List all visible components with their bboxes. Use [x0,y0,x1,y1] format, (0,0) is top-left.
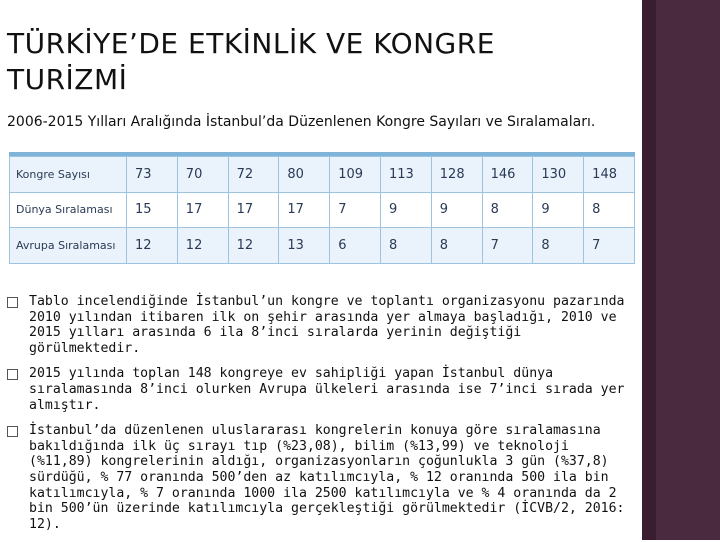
bullet-text: 2015 yılında toplan 148 kongreye ev sahipliği yapan İstanbul dünya sıralamasında 8’inci olurken Avrupa ülkeleri arasında ise 7’inci sırada yer almıştır. [29,366,625,413]
table-cell: 8 [380,228,431,264]
table-cell: 9 [380,192,431,228]
table-cell: 8 [584,192,635,228]
congress-table [9,152,635,264]
slide-title: TÜRKİYE’DE ETKİNLİK VE KONGRE TURİZMİ [7,27,495,96]
table-cell: 72 [228,157,279,193]
table-cell: 17 [177,192,228,228]
list-item [7,294,637,356]
table-cell: 109 [330,157,381,193]
checkbox-bullet-icon [7,426,18,437]
table-cell: 13 [279,228,330,264]
table-cell: 148 [584,157,635,193]
row-label: Dünya Sıralaması [10,192,127,228]
checkbox-bullet-icon [7,369,18,380]
table-cell: 6 [330,228,381,264]
table-cell: 113 [380,157,431,193]
table-cell: 7 [584,228,635,264]
table-caption: 2006-2015 Yılları Aralığında İstanbul’da Düzenlenen Kongre Sayıları ve Sıralamaları. [7,114,596,130]
row-label: Avrupa Sıralaması [10,228,127,264]
list-item [7,423,637,532]
list-item [7,366,637,413]
table-row [10,228,635,264]
table-cell: 128 [431,157,482,193]
data-table [9,156,635,264]
table-cell: 12 [228,228,279,264]
bullet-text: İstanbul’da düzenlenen uluslararası kongrelerin konuya göre sıralamasına bakıldığında ilk üç sırayı tıp (%23,08), bilim (%13,99) ve teknoloji (%11,89) kongrelerinin aldığı, organizasyonların çoğunlukla 3 gün (%37,8) sürdüğü, % 77 oranında 500’den az katılımcıyla, % 12 oranında 500 ila bin katılımcıyla, % 7 oranında 1000 ila 2500 katılımcıyla ve % 4 oranında da 2 bin 500’ün üzerinde katılımcıyla gerçekleştiği görülmektedir (İCVB/2, 2016: 12). [29,423,625,532]
table-cell: 8 [482,192,533,228]
table-cell: 73 [127,157,178,193]
table-cell: 15 [127,192,178,228]
table-cell: 130 [533,157,584,193]
table-cell: 146 [482,157,533,193]
checkbox-bullet-icon [7,297,18,308]
table-cell: 17 [279,192,330,228]
table-cell: 12 [127,228,178,264]
decorative-side-band [642,0,720,540]
side-band-stripe [642,0,656,540]
table-cell: 7 [482,228,533,264]
table-cell: 17 [228,192,279,228]
table-cell: 70 [177,157,228,193]
table-cell: 80 [279,157,330,193]
table-row [10,157,635,193]
bullet-list [7,294,637,542]
bullet-text: Tablo incelendiğinde İstanbul’un kongre ve toplantı organizasyonu pazarında 2010 yılından itibaren ilk on şehir arasında yer almaya başladığı, 2010 ve 2015 yılları arasında 6 ila 8’inci sıralarda yerinin değiştiği görülmektedir. [29,294,625,356]
table-cell: 8 [431,228,482,264]
table-cell: 7 [330,192,381,228]
table-cell: 8 [533,228,584,264]
table-cell: 9 [431,192,482,228]
table-cell: 12 [177,228,228,264]
table-cell: 9 [533,192,584,228]
row-label: Kongre Sayısı [10,157,127,193]
table-row [10,192,635,228]
